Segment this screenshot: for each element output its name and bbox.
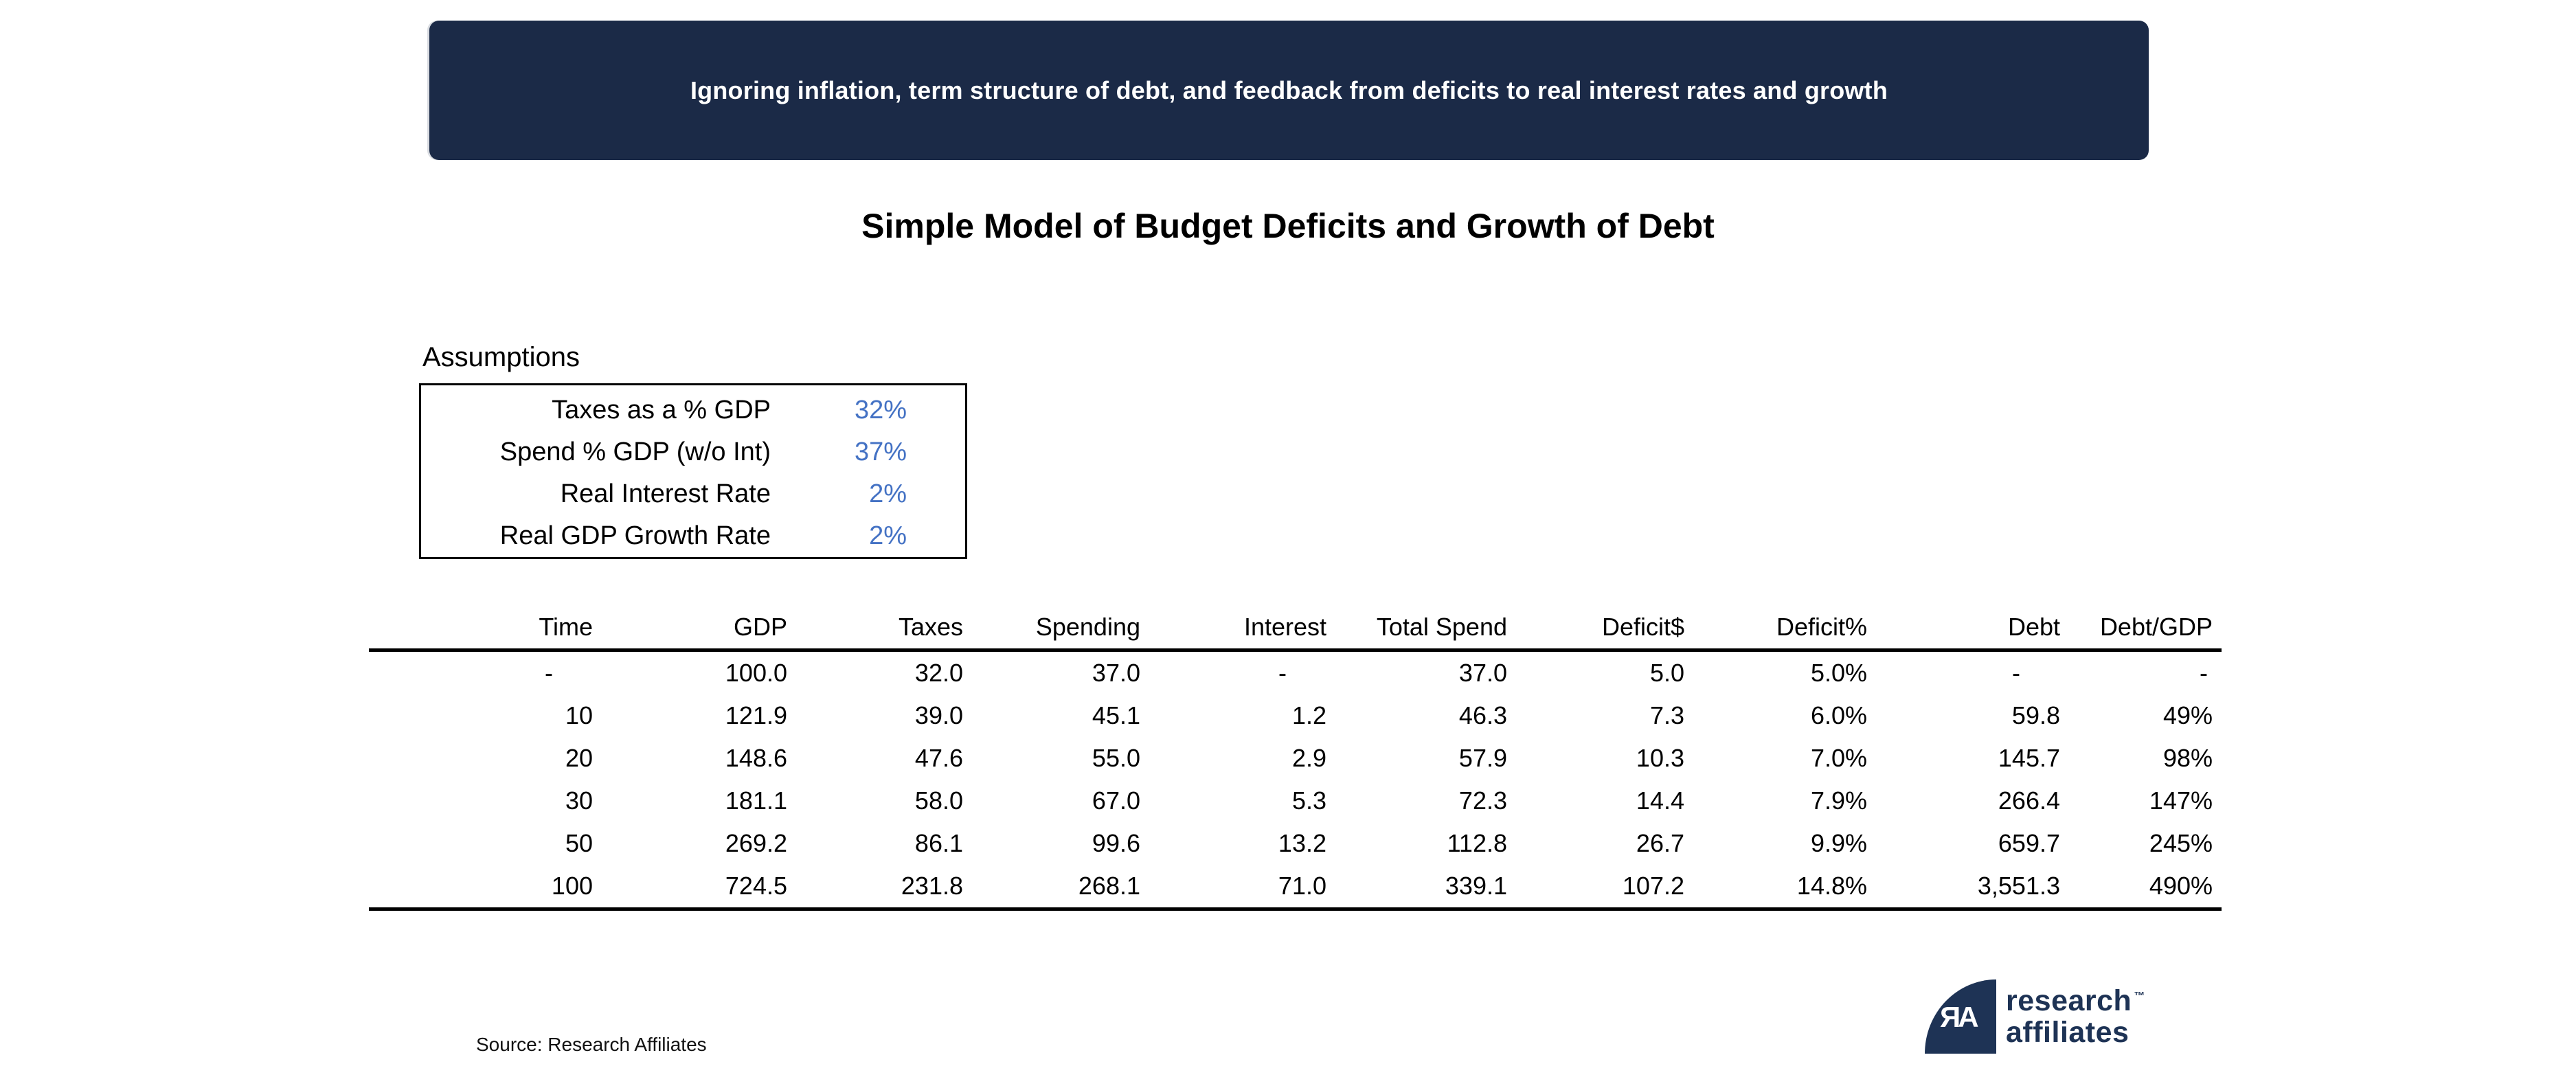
table-cell: 13.2	[1278, 829, 1326, 857]
table-cell: -	[2012, 659, 2020, 687]
table-row	[369, 694, 2222, 737]
table-cell: 2.9	[1291, 744, 1326, 772]
logo-line2: affiliates	[2006, 1016, 2129, 1049]
assumption-row	[421, 431, 965, 473]
column-header: Debt	[1867, 602, 2060, 650]
table-cell: 67.0	[1092, 786, 1140, 815]
table-cell: 266.4	[1998, 786, 2060, 815]
assumption-value: 2%	[869, 521, 907, 550]
table-row	[369, 822, 2222, 865]
assumptions-box	[419, 383, 967, 559]
table-cell: 72.3	[1458, 786, 1507, 815]
table-cell: 724.5	[593, 865, 787, 909]
column-header: Time	[369, 602, 593, 650]
table-cell: 10.3	[1636, 744, 1684, 772]
assumption-value: 2%	[869, 479, 907, 508]
assumption-label: Real GDP Growth Rate	[499, 521, 771, 550]
table-row	[369, 650, 2222, 695]
table-cell: 5.3	[1291, 786, 1326, 815]
table-row	[369, 865, 2222, 909]
assumption-value: 37%	[854, 438, 907, 466]
table-cell: 86.1	[914, 829, 963, 857]
table-cell: 339.1	[1326, 865, 1507, 909]
table-cell: 659.7	[1998, 829, 2060, 857]
table-cell: 59.8	[2011, 701, 2060, 729]
assumption-row	[421, 473, 965, 515]
ra-monogram: ЯA	[1940, 1001, 1976, 1033]
table-cell: 231.8	[787, 865, 963, 909]
table-cell: 20	[565, 744, 593, 772]
ra-logo-mark-icon	[1925, 979, 1996, 1054]
table-cell: 99.6	[1092, 829, 1140, 857]
table-cell: -	[2200, 659, 2208, 687]
table-cell: 7.0%	[1810, 744, 1867, 772]
column-header: Spending	[963, 602, 1140, 650]
table-cell: 47.6	[914, 744, 963, 772]
table-cell: 58.0	[914, 786, 963, 815]
trademark-symbol: ™	[2134, 990, 2145, 1002]
table-cell: 46.3	[1458, 701, 1507, 729]
table-cell: 5.0	[1649, 659, 1684, 687]
table-header-row	[369, 602, 2222, 650]
column-header: Debt/GDP	[2060, 602, 2222, 650]
table-cell: 7.3	[1649, 701, 1684, 729]
table-cell: 145.7	[1998, 744, 2060, 772]
table-cell: 45.1	[1092, 701, 1140, 729]
table-cell: -	[545, 659, 553, 687]
table-cell: -	[1278, 659, 1287, 687]
table-cell: 107.2	[1507, 865, 1684, 909]
table-cell: 37.0	[1458, 659, 1507, 687]
table-cell: 39.0	[914, 701, 963, 729]
page-title: Simple Model of Budget Deficits and Growth of Debt	[861, 207, 1715, 245]
assumption-label: Spend % GDP (w/o Int)	[499, 438, 771, 466]
table-cell: 50	[565, 829, 593, 857]
logo-word-research: research	[2006, 984, 2132, 1017]
column-header: Deficit$	[1507, 602, 1684, 650]
table-row	[369, 780, 2222, 822]
table-cell: 98%	[2162, 744, 2213, 772]
table-cell: 14.4	[1636, 786, 1684, 815]
table-cell: 10	[565, 701, 593, 729]
table-cell: 6.0%	[1810, 701, 1867, 729]
assumptions-label: Assumptions	[422, 342, 580, 372]
table-cell: 269.2	[725, 829, 787, 857]
table-cell: 148.6	[725, 744, 787, 772]
table-cell: 57.9	[1458, 744, 1507, 772]
table-cell: 490%	[2060, 865, 2222, 909]
table-cell: 26.7	[1636, 829, 1684, 857]
source-note: Source: Research Affiliates	[476, 1034, 707, 1055]
table-cell: 32.0	[914, 659, 963, 687]
table-cell: 268.1	[963, 865, 1140, 909]
column-header: Taxes	[787, 602, 963, 650]
logo	[1925, 979, 2143, 1054]
table-cell: 9.9%	[1810, 829, 1867, 857]
logo-line1	[2006, 985, 2143, 1017]
column-header: Total Spend	[1326, 602, 1507, 650]
table-cell: 181.1	[725, 786, 787, 815]
assumption-label: Taxes as a % GDP	[552, 396, 771, 424]
column-header: Deficit%	[1684, 602, 1867, 650]
table-cell: 121.9	[725, 701, 787, 729]
assumption-row	[421, 389, 965, 431]
assumption-rows	[421, 389, 965, 557]
table-cell: 55.0	[1092, 744, 1140, 772]
table-cell: 5.0%	[1810, 659, 1867, 687]
table-cell: 112.8	[1447, 829, 1507, 857]
column-header: GDP	[593, 602, 787, 650]
table-cell: 100.0	[725, 659, 787, 687]
table-cell: 37.0	[1092, 659, 1140, 687]
assumption-value: 32%	[854, 396, 907, 424]
table-cell: 1.2	[1291, 701, 1326, 729]
table-cell: 147%	[2149, 786, 2213, 815]
table-cell: 14.8%	[1684, 865, 1867, 909]
assumption-row	[421, 515, 965, 557]
table-cell: 3,551.3	[1867, 865, 2060, 909]
table-wrap	[369, 602, 2222, 911]
banner	[429, 21, 2149, 160]
data-table	[369, 602, 2222, 911]
assumption-label: Real Interest Rate	[560, 479, 771, 508]
table-cell: 49%	[2162, 701, 2213, 729]
table-cell: 30	[565, 786, 593, 815]
banner-text: Ignoring inflation, term structure of debt, and feedback from deficits to real interest rates and growth	[690, 76, 1888, 104]
table-cell: 100	[369, 865, 593, 909]
column-header: Interest	[1140, 602, 1326, 650]
table-cell: 7.9%	[1810, 786, 1867, 815]
logo-text	[2006, 979, 2143, 1048]
table-cell: 71.0	[1140, 865, 1326, 909]
table-cell: 245%	[2149, 829, 2213, 857]
table-row	[369, 737, 2222, 780]
